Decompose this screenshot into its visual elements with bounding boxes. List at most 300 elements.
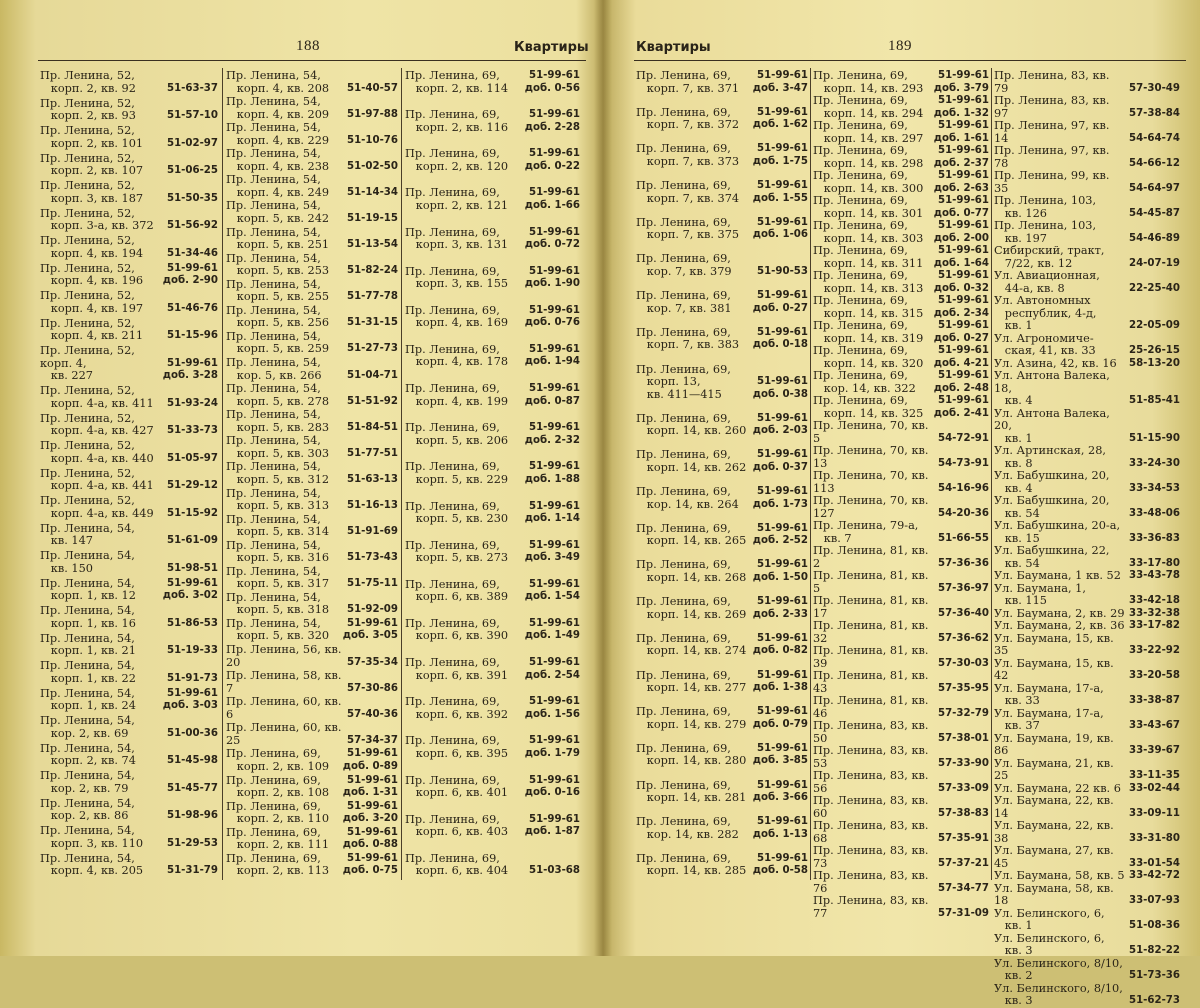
- listing-entry: [636, 107, 808, 132]
- entry-address: Пр. Ленина, 69, корп. 14, кв. 281: [636, 778, 747, 805]
- entry-phone: 51-73-43: [347, 552, 398, 564]
- entry-phone: 51-99-61 доб. 3-03: [162, 687, 218, 712]
- listing-entry: [813, 420, 989, 445]
- entry-address: Ул. Авиационная, 44-а, кв. 8: [994, 269, 1100, 295]
- listing-entry: [994, 795, 1180, 820]
- entry-phone: 25-26-15: [1129, 345, 1180, 356]
- entry-address: Пр. Ленина, 69, корп. 14, кв. 274: [636, 631, 747, 658]
- entry-address: Пр. Ленина, 58, кв. 7: [226, 669, 346, 695]
- entry-phone: 51-62-73: [1129, 995, 1180, 1006]
- entry-phone: 51-05-97: [167, 452, 218, 464]
- listing-entry: [40, 715, 218, 740]
- entry-address: Ул. Бабушкина, 20, кв. 54: [994, 494, 1110, 520]
- entry-address: Пр. Ленина, 81, кв. 32: [813, 619, 933, 645]
- entry-phone: 51-98-51: [167, 562, 218, 574]
- entry-address: Пр. Ленина, 69, кор. 14, кв. 322: [813, 369, 916, 395]
- entry-phone: 51-99-61 доб. 4-21: [933, 345, 989, 369]
- entry-phone: 51-91-69: [347, 526, 398, 538]
- entry-address: Ул. Бабушкина, 20, кв. 4: [994, 469, 1110, 495]
- entry-phone: 51-31-15: [347, 317, 398, 329]
- entry-address: Пр. Ленина, 69, корп. 14, кв. 315: [813, 294, 924, 320]
- listing-entry: [226, 227, 398, 252]
- listing-entry: [636, 253, 808, 278]
- entry-phone: 51-99-61 доб. 3-28: [162, 357, 218, 382]
- listing-entry: [226, 357, 398, 382]
- entry-phone: 51-99-61 доб. 0-89: [342, 748, 398, 772]
- entry-phone: 51-19-15: [347, 212, 398, 224]
- entry-phone: 51-99-61 доб. 0-72: [524, 226, 580, 251]
- listing-entry: [994, 120, 1180, 145]
- listing-entry: [994, 883, 1180, 908]
- listing-entry: [813, 520, 989, 545]
- entry-phone: 57-38-83: [938, 807, 989, 819]
- listing-entry: [40, 153, 218, 178]
- listing-entry: [226, 775, 398, 800]
- entry-phone: 51-57-10: [167, 110, 218, 122]
- entry-phone: 51-99-61 доб. 1-66: [524, 187, 580, 211]
- listing-entry: [994, 370, 1180, 408]
- listing-entry: [636, 449, 808, 474]
- entry-address: Пр. Ленина, 52, корп. 3-а, кв. 372: [40, 206, 154, 233]
- listing-entry: [405, 422, 580, 447]
- entry-address: Пр. Ленина, 83, кв. 56: [813, 769, 933, 795]
- entry-address: Пр. Ленина, 69, корп. 6, кв. 404: [405, 851, 509, 878]
- entry-phone: 51-99-61 доб. 0-76: [524, 304, 580, 329]
- listing-entry: [636, 853, 808, 878]
- listing-entry: [813, 445, 989, 470]
- listing-entry: [636, 670, 808, 695]
- listing-entry: [636, 596, 808, 621]
- listing-entry: [813, 570, 989, 595]
- entry-phone: 51-99-61 доб. 1-38: [752, 669, 808, 693]
- entry-phone: 51-99-61 доб. 2-52: [752, 522, 808, 547]
- listing-entry: [40, 468, 218, 493]
- entry-phone: 58-13-20: [1129, 357, 1180, 369]
- entry-address: Пр. Ленина, 83, кв. 73: [813, 844, 933, 870]
- entry-address: Пр. Ленина, 69, корп. 7, кв. 374: [636, 179, 740, 205]
- listing-entry: [405, 187, 580, 212]
- listing-entry: [813, 295, 989, 320]
- entry-phone: 51-99-61 доб. 2-28: [524, 109, 580, 133]
- entry-phone: 51-99-61 доб. 2-37: [933, 145, 989, 169]
- listing-entry: [226, 696, 398, 721]
- listing-entry: [226, 409, 398, 434]
- listing-entry: [40, 318, 218, 343]
- listing-entry: [40, 743, 218, 768]
- entry-address: Ул. Артинская, 28, кв. 8: [994, 444, 1107, 470]
- entry-phone: 51-99-61 доб. 1-49: [524, 617, 580, 642]
- listing-entry: [226, 253, 398, 278]
- entry-address: Ул. Антона Валека, 18, кв. 4: [994, 369, 1110, 407]
- listing-entry: [994, 758, 1180, 783]
- listing-entry: [40, 770, 218, 795]
- entry-phone: 51-99-61 доб. 2-48: [933, 370, 989, 394]
- entry-address: Пр. Ленина, 54, корп. 4, кв. 249: [226, 173, 330, 199]
- listing-entry: [405, 735, 580, 760]
- entry-phone: 51-91-73: [167, 672, 218, 684]
- listing-entry: [994, 733, 1180, 758]
- listing-entry: [405, 70, 580, 95]
- entry-address: Пр. Ленина, 52, корп. 4, кв. 227: [40, 344, 135, 383]
- listing-entry: [226, 592, 398, 617]
- entry-phone: 51-99-61 доб. 2-34: [933, 295, 989, 319]
- entry-address: Пр. Ленина, 69, корп. 5, кв. 230: [405, 499, 509, 526]
- entry-phone: 51-99-61 доб. 0-82: [752, 632, 808, 657]
- listing-entry: [994, 145, 1180, 170]
- entry-phone: 33-09-11: [1129, 807, 1180, 819]
- listing-entry: [40, 578, 218, 603]
- entry-address: Пр. Ленина, 52, корп. 4-а, кв. 441: [40, 466, 154, 493]
- listing-entry: [636, 217, 808, 242]
- listing-entry: [994, 658, 1180, 683]
- listing-entry: [994, 245, 1180, 270]
- entry-address: Ул. Баумана, 17-а, кв. 33: [994, 681, 1104, 707]
- entry-address: Пр. Ленина, 54, корп. 5, кв. 320: [226, 616, 330, 643]
- listing-entry: [405, 579, 580, 604]
- entry-address: Пр. Ленина, 69, корп. 14, кв. 265: [636, 521, 747, 548]
- listing-entry: [226, 148, 398, 173]
- entry-phone: 51-99-61 доб. 1-87: [524, 813, 580, 838]
- entry-phone: 51-99-61 доб. 0-58: [752, 852, 808, 877]
- entry-phone: 51-99-61 доб. 0-27: [933, 320, 989, 344]
- listing-entry: [226, 200, 398, 225]
- entry-address: Пр. Ленина, 69, корп. 6, кв. 403: [405, 812, 509, 839]
- entry-phone: 33-42-18: [1129, 595, 1180, 606]
- entry-phone: 51-27-73: [347, 343, 398, 355]
- listing-entry: [813, 245, 989, 270]
- entry-phone: 51-15-90: [1129, 432, 1180, 444]
- entry-phone: 24-07-19: [1129, 257, 1180, 269]
- entry-address: Пр. Ленина, 69, корп. 3, кв. 131: [405, 225, 509, 252]
- listing-entry: [226, 331, 398, 356]
- entry-phone: 51-99-61 доб. 1-75: [752, 143, 808, 167]
- entry-address: Пр. Ленина, 69, корп. 14, кв. 303: [813, 219, 924, 245]
- entry-address: Ул. Белинского, 8/10, кв. 3: [994, 981, 1123, 1007]
- listing-entry: [994, 908, 1180, 933]
- entry-address: Пр. Ленина, 69, корп. 2, кв. 121: [405, 186, 509, 212]
- listing-entry: [994, 220, 1180, 245]
- entry-address: Пр. Ленина, 81, кв. 17: [813, 594, 933, 620]
- entry-phone: 33-32-38: [1129, 607, 1180, 619]
- entry-phone: 51-99-61 доб. 2-00: [933, 220, 989, 244]
- entry-address: Ул. Баумана, 17-а, кв. 37: [994, 706, 1104, 732]
- entry-phone: 51-99-61 доб. 1-32: [933, 95, 989, 119]
- entry-phone: 57-30-49: [1129, 82, 1180, 94]
- listing-entry: [405, 227, 580, 252]
- entry-address: Пр. Ленина, 69, корп. 14, кв. 313: [813, 269, 924, 295]
- entry-phone: 54-16-96: [938, 482, 989, 494]
- entry-phone: 33-11-35: [1129, 770, 1180, 781]
- entry-phone: 51-82-24: [347, 265, 398, 277]
- entry-phone: 51-99-61 доб. 2-03: [752, 412, 808, 437]
- entry-address: Пр. Ленина, 54, кв. 147: [40, 521, 135, 548]
- listing-entry: [813, 220, 989, 245]
- listing-column-3: [994, 69, 1180, 1007]
- entry-address: Ул. Баумана, 22, кв. 14: [994, 794, 1118, 820]
- entry-phone: 57-38-84: [1129, 107, 1180, 119]
- entry-phone: 51-45-98: [167, 755, 218, 767]
- entry-phone: 51-93-24: [167, 397, 218, 409]
- listing-entry: [813, 345, 989, 370]
- entry-phone: 54-64-97: [1129, 182, 1180, 194]
- entry-phone: 51-99-61 доб. 3-66: [752, 779, 808, 804]
- entry-phone: 51-99-61 доб. 0-32: [933, 270, 989, 294]
- listing-entry: [994, 170, 1180, 195]
- entry-address: Пр. Ленина, 54, корп. 3, кв. 110: [40, 824, 144, 850]
- listing-entry: [813, 395, 989, 420]
- entry-phone: 51-99-61 доб. 0-79: [752, 706, 808, 730]
- entry-address: Пр. Ленина, 81, кв. 43: [813, 669, 933, 695]
- listing-entry: [994, 270, 1180, 295]
- entry-address: Пр. Ленина, 52, корп. 4-а, кв. 449: [40, 494, 154, 520]
- entry-address: Пр. Ленина, 54, корп. 5, кв. 259: [226, 329, 330, 356]
- entry-address: Пр. Ленина, 54, корп. 5, кв. 255: [226, 277, 330, 304]
- entry-phone: 51-99-61 доб. 0-87: [524, 383, 580, 407]
- listing-entry: [226, 722, 398, 747]
- listing-entry: [636, 706, 808, 731]
- listing-entry: [994, 570, 1180, 583]
- listing-entry: [40, 660, 218, 685]
- listing-entry: [813, 670, 989, 695]
- entry-address: Пр. Ленина, 69, корп. 14, кв. 319: [813, 319, 924, 345]
- entry-phone: 51-45-77: [167, 782, 218, 794]
- entry-address: Пр. Ленина, 60, кв. 25: [226, 721, 346, 747]
- entry-address: Пр. Ленина, 83, кв. 79: [994, 69, 1114, 95]
- entry-phone: 51-03-68: [529, 865, 580, 877]
- entry-address: Пр. Ленина, 54, корп. 1, кв. 16: [40, 604, 136, 630]
- entry-address: Пр. Ленина, 83, кв. 53: [813, 744, 933, 770]
- listing-entry: [40, 550, 218, 575]
- listing-entry: [813, 820, 989, 845]
- listing-entry: [994, 933, 1180, 958]
- listing-entry: [405, 814, 580, 839]
- listing-entry: [813, 645, 989, 670]
- listing-entry: [226, 540, 398, 565]
- entry-address: Пр. Ленина, 69, корп. 6, кв. 401: [405, 773, 509, 800]
- listing-entry: [40, 633, 218, 658]
- listing-entry: [40, 825, 218, 850]
- entry-address: Пр. Ленина, 69, корп. 4, кв. 199: [405, 382, 509, 408]
- entry-address: Ул. Азина, 42, кв. 16: [994, 356, 1117, 370]
- right-page: [612, 0, 1200, 1007]
- entry-phone: 51-99-61 доб. 0-22: [524, 148, 580, 172]
- entry-phone: 54-20-36: [938, 507, 989, 519]
- listing-entry: [226, 566, 398, 591]
- listing-entry: [636, 559, 808, 584]
- entry-phone: 57-34-77: [938, 882, 989, 894]
- entry-phone: 51-82-22: [1129, 945, 1180, 956]
- entry-address: Пр. Ленина, 52, корп. 3, кв. 187: [40, 179, 144, 205]
- entry-phone: 33-31-80: [1129, 832, 1180, 844]
- listing-entry: [813, 720, 989, 745]
- entry-phone: 51-29-53: [167, 837, 218, 849]
- entry-phone: 51-99-61 доб. 1-73: [752, 486, 808, 510]
- listing-entry: [40, 98, 218, 123]
- entry-address: Ул. Бабушкина, 22, кв. 54: [994, 544, 1110, 570]
- listing-entry: [994, 445, 1180, 470]
- page-header: [612, 38, 1200, 62]
- entry-address: Ул. Агрономиче- ская, 41, кв. 33: [994, 331, 1096, 357]
- listing-entry: [994, 983, 1180, 1008]
- entry-phone: 51-73-36: [1129, 970, 1180, 981]
- entry-address: Ул. Баумана, 58, кв. 18: [994, 881, 1118, 907]
- entry-address: Пр. Ленина, 70, кв. 5: [813, 419, 933, 445]
- entry-address: Пр. Ленина, 99, кв. 35: [994, 169, 1114, 195]
- listing-entry: [226, 488, 398, 513]
- entry-address: Ул. Баумана, 19, кв. 86: [994, 731, 1118, 757]
- entry-phone: 51-31-79: [167, 865, 218, 877]
- entry-phone: 57-38-01: [938, 732, 989, 744]
- entry-phone: 51-99-61 доб. 0-16: [524, 774, 580, 799]
- entry-address: Пр. Ленина, 54, корп. 5, кв. 314: [226, 512, 330, 539]
- entry-phone: 51-99-61 доб. 2-41: [933, 395, 989, 419]
- listing-entry: [636, 816, 808, 841]
- entry-address: Пр. Ленина, 54, корп. 4, кв. 208: [226, 69, 330, 95]
- listing-entry: [636, 327, 808, 352]
- entry-address: Пр. Ленина, 54, корп. 4, кв. 205: [40, 851, 144, 878]
- entry-address: Пр. Ленина, 69, корп. 4, кв. 178: [405, 342, 509, 369]
- listing-entry: [40, 605, 218, 630]
- entry-phone: 51-75-11: [347, 578, 398, 590]
- listing-entry: [40, 853, 218, 878]
- listing-entry: [226, 644, 398, 669]
- listing-entry: [226, 618, 398, 643]
- entry-phone: 51-14-34: [347, 186, 398, 198]
- entry-address: Пр. Ленина, 69, корп. 14, кв. 279: [636, 705, 747, 731]
- entry-address: Пр. Ленина, 54, корп. 1, кв. 24: [40, 686, 136, 713]
- listing-entry: [405, 461, 580, 486]
- entry-phone: 51-99-61 доб. 0-88: [342, 826, 398, 851]
- entry-address: Пр. Ленина, 69, корп. 2, кв. 108: [226, 773, 330, 800]
- column-divider: [810, 68, 811, 880]
- entry-address: Пр. Ленина, 70, кв. 127: [813, 494, 933, 520]
- entry-phone: 51-84-51: [347, 421, 398, 433]
- listing-entry: [226, 435, 398, 460]
- listing-entry: [40, 385, 218, 410]
- entry-address: Ул. Баумана, 15, кв. 42: [994, 656, 1118, 682]
- entry-phone: 57-30-03: [938, 657, 989, 669]
- listing-column-1: [40, 70, 218, 878]
- book-gutter: [594, 0, 612, 956]
- entry-phone: 54-45-87: [1129, 207, 1180, 219]
- entry-phone: 51-40-57: [347, 82, 398, 94]
- listing-entry: [226, 174, 398, 199]
- entry-phone: 51-99-61 доб. 3-02: [162, 577, 218, 602]
- entry-address: Пр. Ленина, 54, корп. 5, кв. 278: [226, 382, 330, 408]
- listing-entry: [636, 180, 808, 205]
- entry-address: Пр. Ленина, 69, кор. 7, кв. 379: [636, 252, 732, 278]
- entry-address: Пр. Ленина, 69, корп. 14, кв. 325: [813, 394, 924, 420]
- entry-address: Ул. Баумана, 58, кв. 5: [994, 869, 1125, 882]
- entry-phone: 51-16-13: [347, 500, 398, 511]
- entry-address: Пр. Ленина, 52, корп. 2, кв. 101: [40, 124, 144, 150]
- entry-phone: 51-99-61 доб. 2-32: [524, 422, 580, 446]
- entry-address: Пр. Ленина, 54, кор. 5, кв. 266: [226, 356, 322, 382]
- entry-phone: 51-50-35: [167, 192, 218, 204]
- entry-phone: 57-36-40: [938, 607, 989, 619]
- listing-entry: [405, 618, 580, 643]
- entry-address: Пр. Ленина, 69, корп. 14, кв. 294: [813, 94, 924, 120]
- entry-phone: 33-42-72: [1129, 870, 1180, 881]
- listing-entry: [636, 486, 808, 511]
- page-number: 189: [888, 38, 912, 54]
- entry-phone: 51-15-92: [167, 507, 218, 519]
- entry-address: Пр. Ленина, 54, корп. 5, кв. 317: [226, 564, 330, 591]
- entry-address: Пр. Ленина, 54, кор. 2, кв. 86: [40, 796, 135, 823]
- listing-entry: [405, 109, 580, 134]
- entry-phone: 51-06-25: [167, 165, 218, 177]
- entry-phone: 51-04-71: [347, 369, 398, 381]
- entry-address: Пр. Ленина, 69, корп. 6, кв. 395: [405, 734, 509, 760]
- listing-entry: [405, 775, 580, 800]
- listing-entry: [994, 958, 1180, 983]
- entry-address: Пр. Ленина, 69, корп. 14, кв. 293: [813, 69, 924, 95]
- entry-phone: 33-24-30: [1129, 457, 1180, 469]
- listing-entry: [226, 70, 398, 95]
- listing-entry: [813, 895, 989, 920]
- entry-address: Пр. Ленина, 52, корп. 2, кв. 93: [40, 96, 136, 123]
- listing-entry: [636, 413, 808, 438]
- entry-phone: 51-63-13: [347, 473, 398, 485]
- listing-entry: [813, 620, 989, 645]
- entry-address: Пр. Ленина, 69, корп. 13, кв. 411—415: [636, 362, 731, 401]
- entry-address: Пр. Ленина, 69, кор. 14, кв. 264: [636, 485, 739, 511]
- entry-address: Пр. Ленина, 52, корп. 2, кв. 92: [40, 69, 136, 95]
- entry-address: Пр. Ленина, 69, корп. 7, кв. 383: [636, 325, 740, 352]
- entry-phone: 51-99-61 доб. 1-14: [524, 500, 580, 525]
- entry-address: Пр. Ленина, 69, корп. 7, кв. 371: [636, 69, 740, 95]
- entry-address: Пр. Ленина, 81, кв. 2: [813, 544, 933, 570]
- entry-address: Ул. Баумана, 15, кв. 35: [994, 631, 1118, 657]
- listing-entry: [40, 70, 218, 95]
- listing-entry: [40, 413, 218, 438]
- entry-phone: 51-99-61 доб. 2-54: [524, 657, 580, 681]
- entry-phone: 51-34-46: [167, 247, 218, 259]
- entry-phone: 33-07-93: [1129, 895, 1180, 906]
- entry-phone: 51-99-61 доб. 0-75: [342, 852, 398, 877]
- entry-address: Ул. Баумана, 1 кв. 52: [994, 569, 1121, 582]
- entry-phone: 51-99-61 доб. 2-90: [162, 262, 218, 287]
- entry-address: Пр. Ленина, 69, корп. 2, кв. 110: [226, 799, 330, 826]
- header-rule: [38, 60, 586, 61]
- listing-entry: [40, 290, 218, 315]
- listing-entry: [994, 408, 1180, 446]
- listing-entry: [405, 344, 580, 369]
- entry-address: Пр. Ленина, 69, корп. 2, кв. 111: [226, 825, 330, 852]
- entry-phone: 51-99-61 доб. 1-56: [524, 696, 580, 720]
- entry-address: Пр. Ленина, 83, кв. 60: [813, 794, 933, 820]
- entry-address: Пр. Ленина, 54, кор. 2, кв. 69: [40, 714, 135, 740]
- entry-phone: 51-99-61 доб. 1-50: [752, 559, 808, 583]
- listing-entry: [40, 263, 218, 288]
- listing-entry: [994, 495, 1180, 520]
- entry-address: Пр. Ленина, 69, корп. 14, кв. 320: [813, 344, 924, 370]
- listing-entry: [994, 70, 1180, 95]
- entry-address: Ул. Белинского, 8/10, кв. 2: [994, 956, 1123, 982]
- entry-address: Ул. Баумана, 22, кв. 38: [994, 819, 1118, 845]
- entry-phone: 51-99-61 доб. 0-56: [524, 70, 580, 94]
- listing-entry: [405, 657, 580, 682]
- listing-entry: [994, 620, 1180, 633]
- listing-entry: [994, 633, 1180, 658]
- entry-phone: 51-99-61 доб. 1-54: [524, 578, 580, 603]
- entry-address: Ул. Баумана, 22 кв. 6: [994, 781, 1121, 795]
- entry-phone: 51-99-61 доб. 3-85: [752, 742, 808, 767]
- entry-phone: 54-46-89: [1129, 232, 1180, 244]
- entry-phone: 22-05-09: [1129, 320, 1180, 331]
- entry-phone: 51-02-50: [347, 160, 398, 172]
- entry-phone: 33-43-67: [1129, 720, 1180, 731]
